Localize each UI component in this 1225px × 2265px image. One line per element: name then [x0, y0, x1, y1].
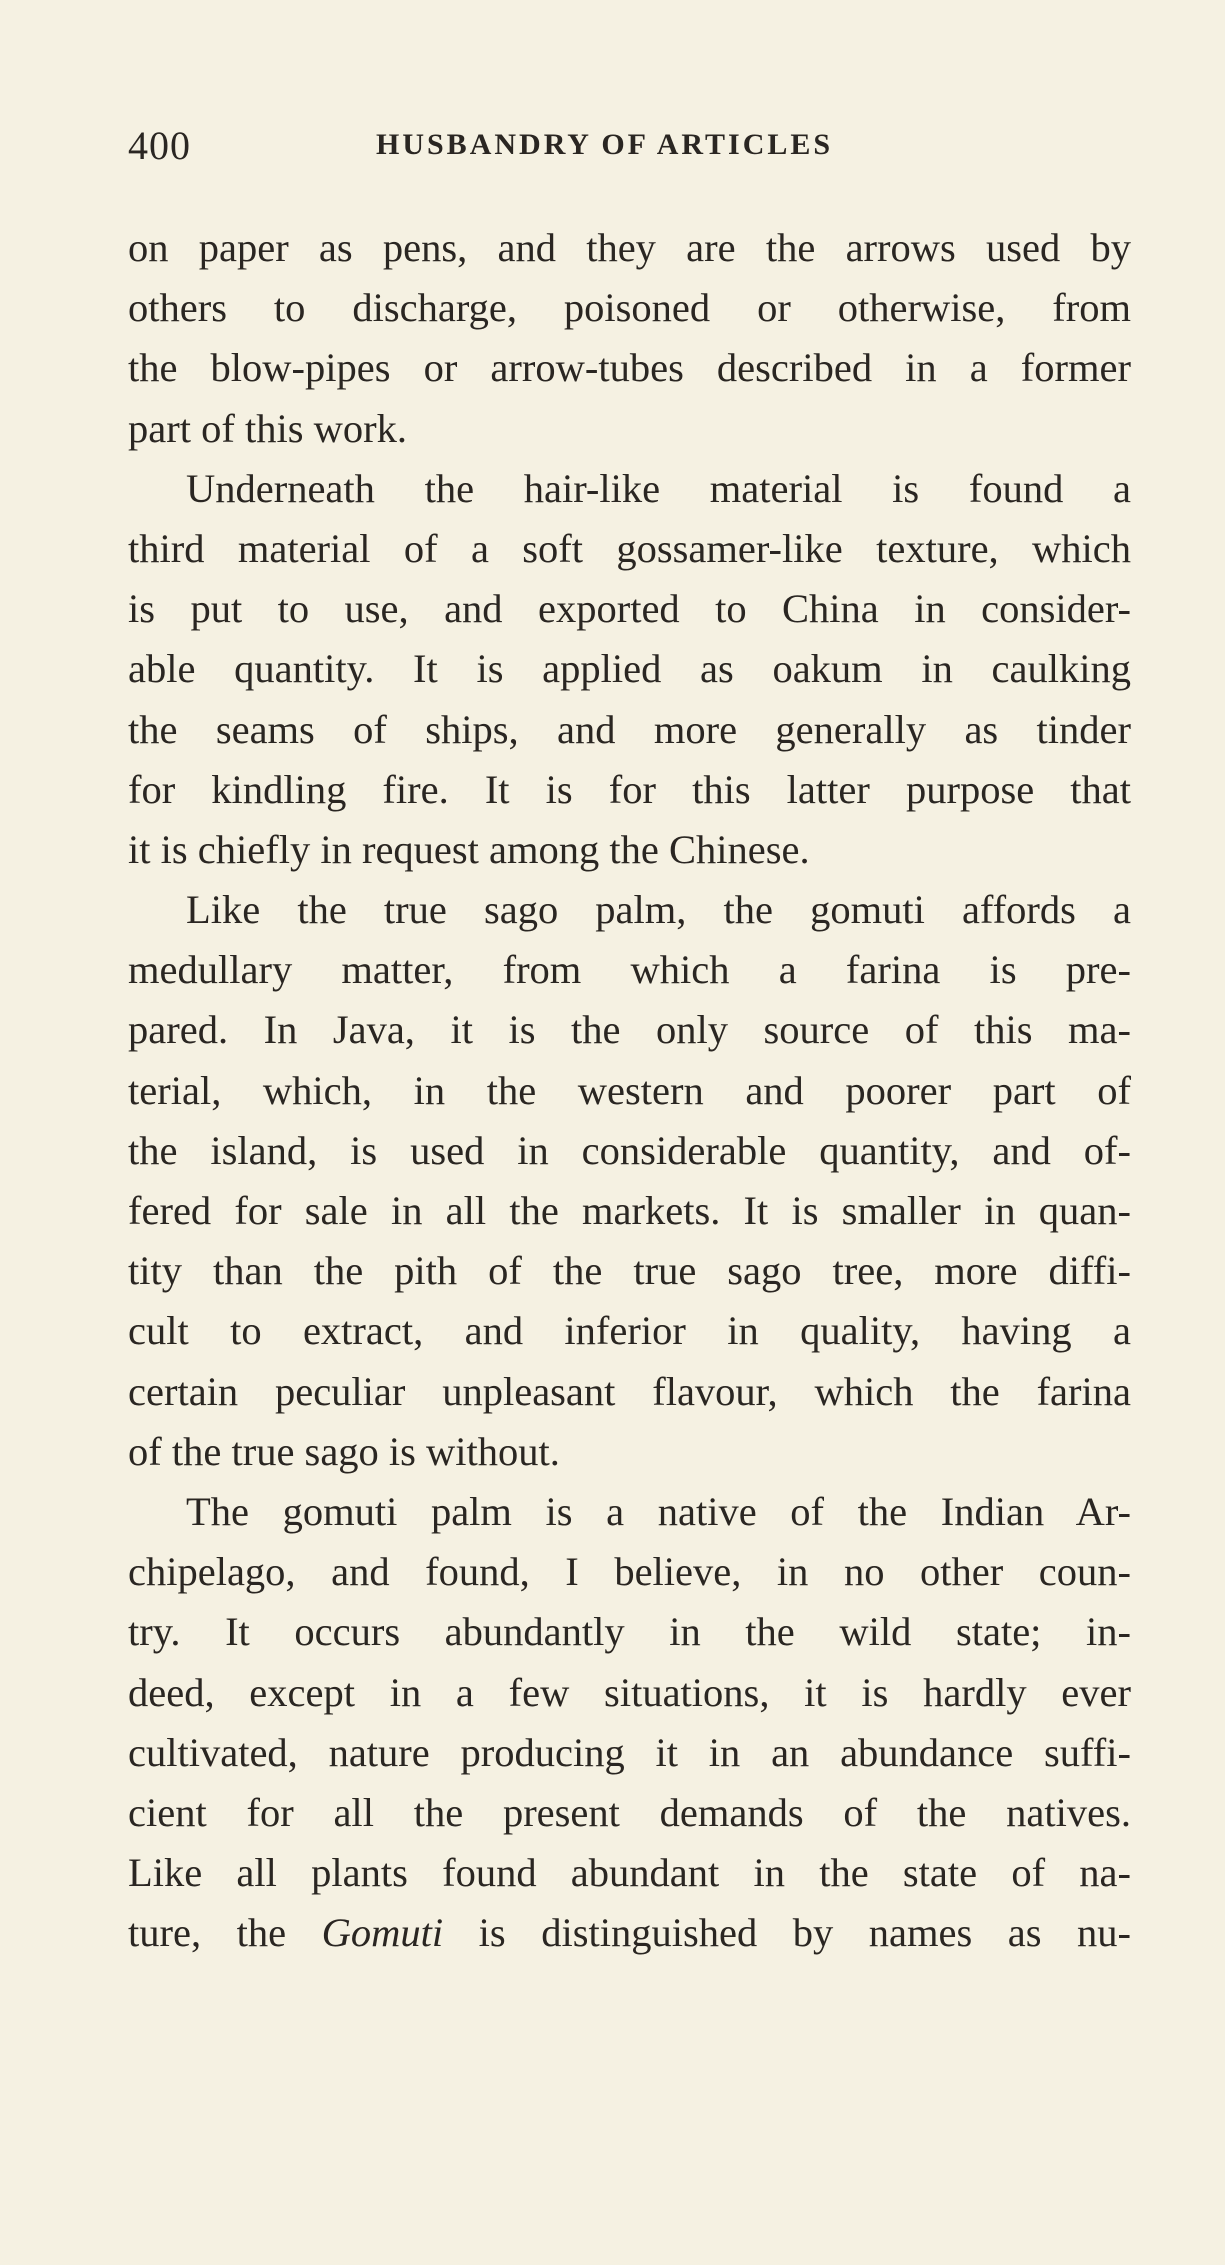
text-line: on paper as pens, and they are the arrows used by: [128, 225, 1131, 270]
text-line: the seams of ships, and more generally as tinder: [128, 706, 1131, 752]
text-line: fered for sale in all the markets. It is smaller in quan-: [128, 1188, 1131, 1233]
text-line: the blow-pipes or arrow-tubes described in a former: [128, 345, 1131, 391]
page-header: [128, 122, 1128, 182]
text-line: able quantity. It is applied as oakum in caulking: [128, 646, 1131, 692]
paragraph-start-line: Like the true sago palm, the gomuti affords a: [186, 887, 1131, 933]
text-line: tity than the pith of the true sago tree, more diffi-: [128, 1248, 1131, 1294]
text-line-with-italic: [128, 1903, 1131, 1963]
text-line: others to discharge, poisoned or otherwise, from: [128, 285, 1131, 331]
page-number: 400: [128, 123, 191, 168]
body-text: [128, 218, 1131, 1963]
text-line: chipelago, and found, I believe, in no other coun-: [128, 1549, 1131, 1595]
italic-term: Gomuti: [321, 1910, 444, 1956]
text-line: certain peculiar unpleasant flavour, which the farina: [128, 1368, 1131, 1414]
text-line: third material of a soft gossamer-like texture, which: [128, 525, 1131, 571]
paragraph-start-line: Underneath the hair-like material is found a: [186, 465, 1131, 511]
text-line: try. It occurs abundantly in the wild state; in-: [128, 1609, 1131, 1655]
text-line: is put to use, and exported to China in consider-: [128, 586, 1131, 632]
text-line: pared. In Java, it is the only source of this ma-: [128, 1007, 1131, 1053]
text-line: cult to extract, and inferior in quality, having a: [128, 1308, 1131, 1354]
paragraph-start-line: The gomuti palm is a native of the Indian Ar-: [186, 1488, 1131, 1534]
text-fragment: ture, the: [128, 1910, 322, 1956]
text-line: medullary matter, from which a farina is pre-: [128, 947, 1131, 993]
paragraph-end-line: of the true sago is without.: [128, 1428, 560, 1474]
text-line: cient for all the present demands of the natives.: [128, 1789, 1131, 1835]
text-line: cultivated, nature producing it in an abundance suffi-: [128, 1729, 1131, 1775]
running-head: HUSBANDRY OF ARTICLES: [376, 128, 834, 161]
text-line: the island, is used in considerable quantity, and of-: [128, 1127, 1131, 1173]
text-fragment: is distinguished by names as nu-: [443, 1910, 1131, 1956]
text-line: for kindling fire. It is for this latter purpose that: [128, 766, 1131, 812]
paragraph-end-line: part of this work.: [128, 405, 407, 451]
paragraph-end-line: it is chiefly in request among the Chinese.: [128, 826, 810, 872]
text-line: deed, except in a few situations, it is hardly ever: [128, 1669, 1131, 1715]
text-line: Like all plants found abundant in the state of na-: [128, 1850, 1131, 1896]
text-line: terial, which, in the western and poorer part of: [128, 1067, 1131, 1113]
